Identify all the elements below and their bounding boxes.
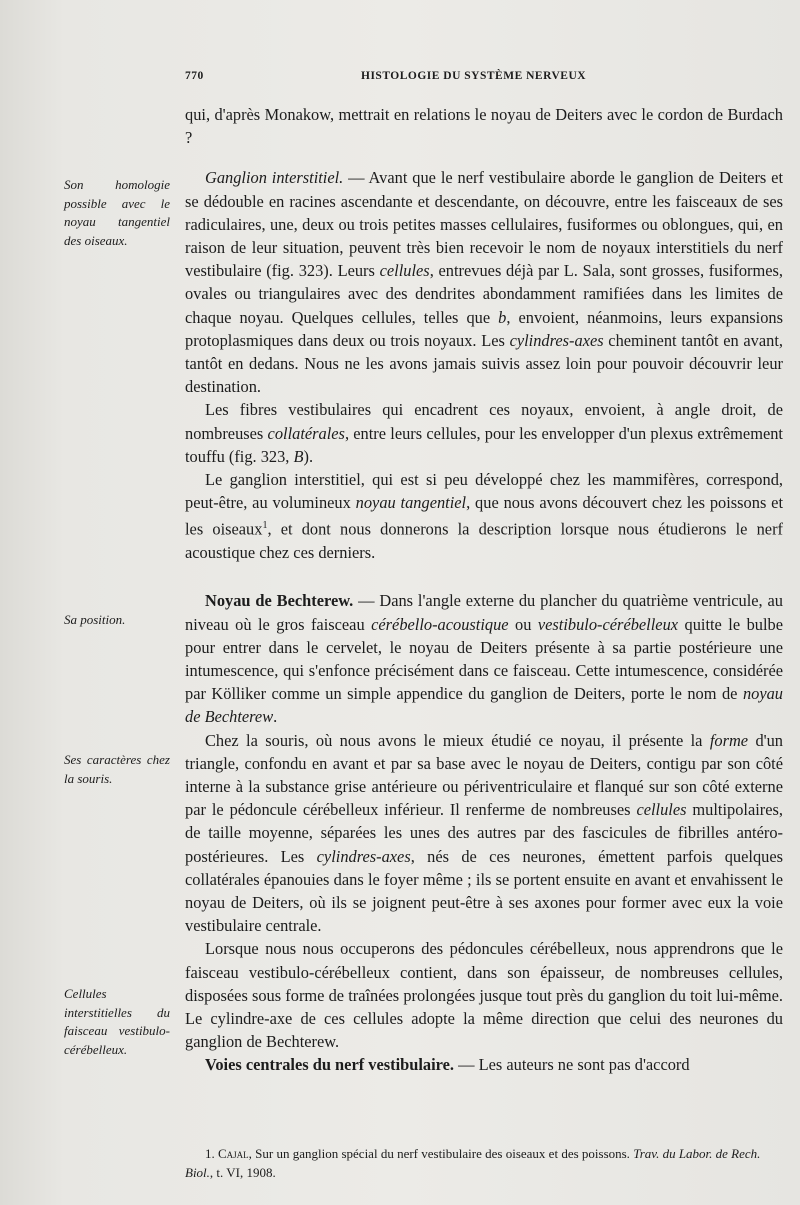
- paragraph: Lorsque nous nous occuperons des pédoncules cérébelleux, nous apprendrons que le faisceau vestibulo-cérébelleux contient, dans son épaisseur, de nombreuses cellules, disposées sous forme de traînées prolongées jusque tout près du ganglion du toit lui-même. Le cylindre-axe de ces cellules adopte la même direction que celui des neurones du ganglion de Bechterew.: [185, 939, 783, 1052]
- margin-note-cellules-interstitielles: Cellules interstitielles du faisceau vestibulo-cérébelleux.: [64, 986, 170, 1057]
- section-heading: Ganglion interstitiel.: [205, 168, 344, 188]
- paragraph: Les fibres vestibulaires qui encadrent ces noyaux, envoient, à angle droit, de nombreuses collatérales, entre leurs cellules, pour les envelopper d'un plexus extrêmement touffu (fig. 323, B).: [185, 400, 783, 466]
- section-heading: Noyau de Bechterew.: [205, 591, 354, 611]
- section-heading: Voies centrales du nerf vestibulaire.: [205, 1055, 455, 1075]
- margin-note-caracteres: Ses caractères chez la souris.: [64, 752, 170, 786]
- paragraph: Le ganglion interstitiel, qui est si peu développé chez les mammifères, correspond, peut-être, au volumineux noyau tangentiel, que nous avons découvert chez les poissons et les oiseaux$^1$, et dont nous donnerons la description lorsque nous étudierons le nerf acoustique chez ces derniers.: [185, 470, 783, 563]
- main-text: [185, 103, 783, 1077]
- paragraph-noyau-bechterew: Noyau de Bechterew. — Dans l'angle externe du plancher du quatrième ventricule, au niveau où le gros faisceau cérébello-acoustique ou vestibulo-cérébelleux quitte le bulbe pour entrer dans le cervelet, le noyau de Deiters présente à sa partie postérieure une intumescence, qui s'enfonce précisément dans ce faisceau. Cette intumescence, considérée par Kölliker comme un simple appendice du ganglion de Deiters, porte le nom de noyau de Bechterew.: [185, 591, 783, 727]
- paragraph-voies-centrales: Voies centrales du nerf vestibulaire. — Les auteurs ne sont pas d'accord: [205, 1055, 690, 1075]
- running-title: HISTOLOGIE DU SYSTÈME NERVEUX: [361, 70, 587, 82]
- paragraph-ganglion-interstitiel: Ganglion interstitiel. — Avant que le nerf vestibulaire aborde le ganglion de Deiters et se dédouble en racines ascendante et descendante, on découvre, entre les faisceaux de ses radiculaires, une, deux ou trois petites masses cellulaires, fusiformes ou oblongues, qui, en raison de leur situation, peuvent très bien recevoir le nom de noyaux interstitiels du nerf vestibulaire (fig. 323). Leurs cellules, entrevues déjà par L. Sala, sont grosses, fusiformes, ovales ou triangulaires avec des dendrites abondamment ramifiées dans les limites de chaque noyau. Quelques cellules, telles que b, envoient, néanmoins, leurs expansions protoplasmiques dans deux ou trois noyaux. Les cylindres-axes cheminent tantôt en avant, tantôt en dedans. Nous ne les avons jamais suivis assez loin pour pouvoir découvrir leur destination.: [185, 168, 783, 397]
- margin-note-homologie: Son homologie possible avec le noyau tangentiel des oiseaux.: [64, 177, 170, 248]
- paragraph: qui, d'après Monakow, mettrait en relations le noyau de Deiters avec le cordon de Burdach ?: [185, 105, 783, 148]
- margin-note-position: Sa position.: [64, 612, 126, 627]
- page-number: 770: [185, 70, 204, 82]
- footnote-ref: 1: [262, 520, 268, 532]
- paragraph: Chez la souris, où nous avons le mieux étudié ce noyau, il présente la forme d'un triangle, confondu en avant et par sa base avec le noyau de Deiters, contigu par son côté interne à la substance grise antérieure ou périventriculaire et flanqué sur son côté externe par le pédoncule cérébelleux inférieur. Il renferme de nombreuses cellules multipolaires, de taille moyenne, séparées les unes des autres par des fascicules de fibrilles antéro-postérieures. Les cylindres-axes, nés de ces neurones, émettent parfois quelques collatérales épanouies dans le foyer même ; ils se portent ensuite en avant et envahissent le noyau de Deiters, où ils se joignent peut-être à ses axones pour former avec eux la voie vestibulaire centrale.: [185, 730, 784, 936]
- footnote: 1. Cajal, Sur un ganglion spécial du nerf vestibulaire des oiseaux et des poissons. Trav. du Labor. de Rech. Biol., t. VI, 1908.: [185, 1146, 761, 1180]
